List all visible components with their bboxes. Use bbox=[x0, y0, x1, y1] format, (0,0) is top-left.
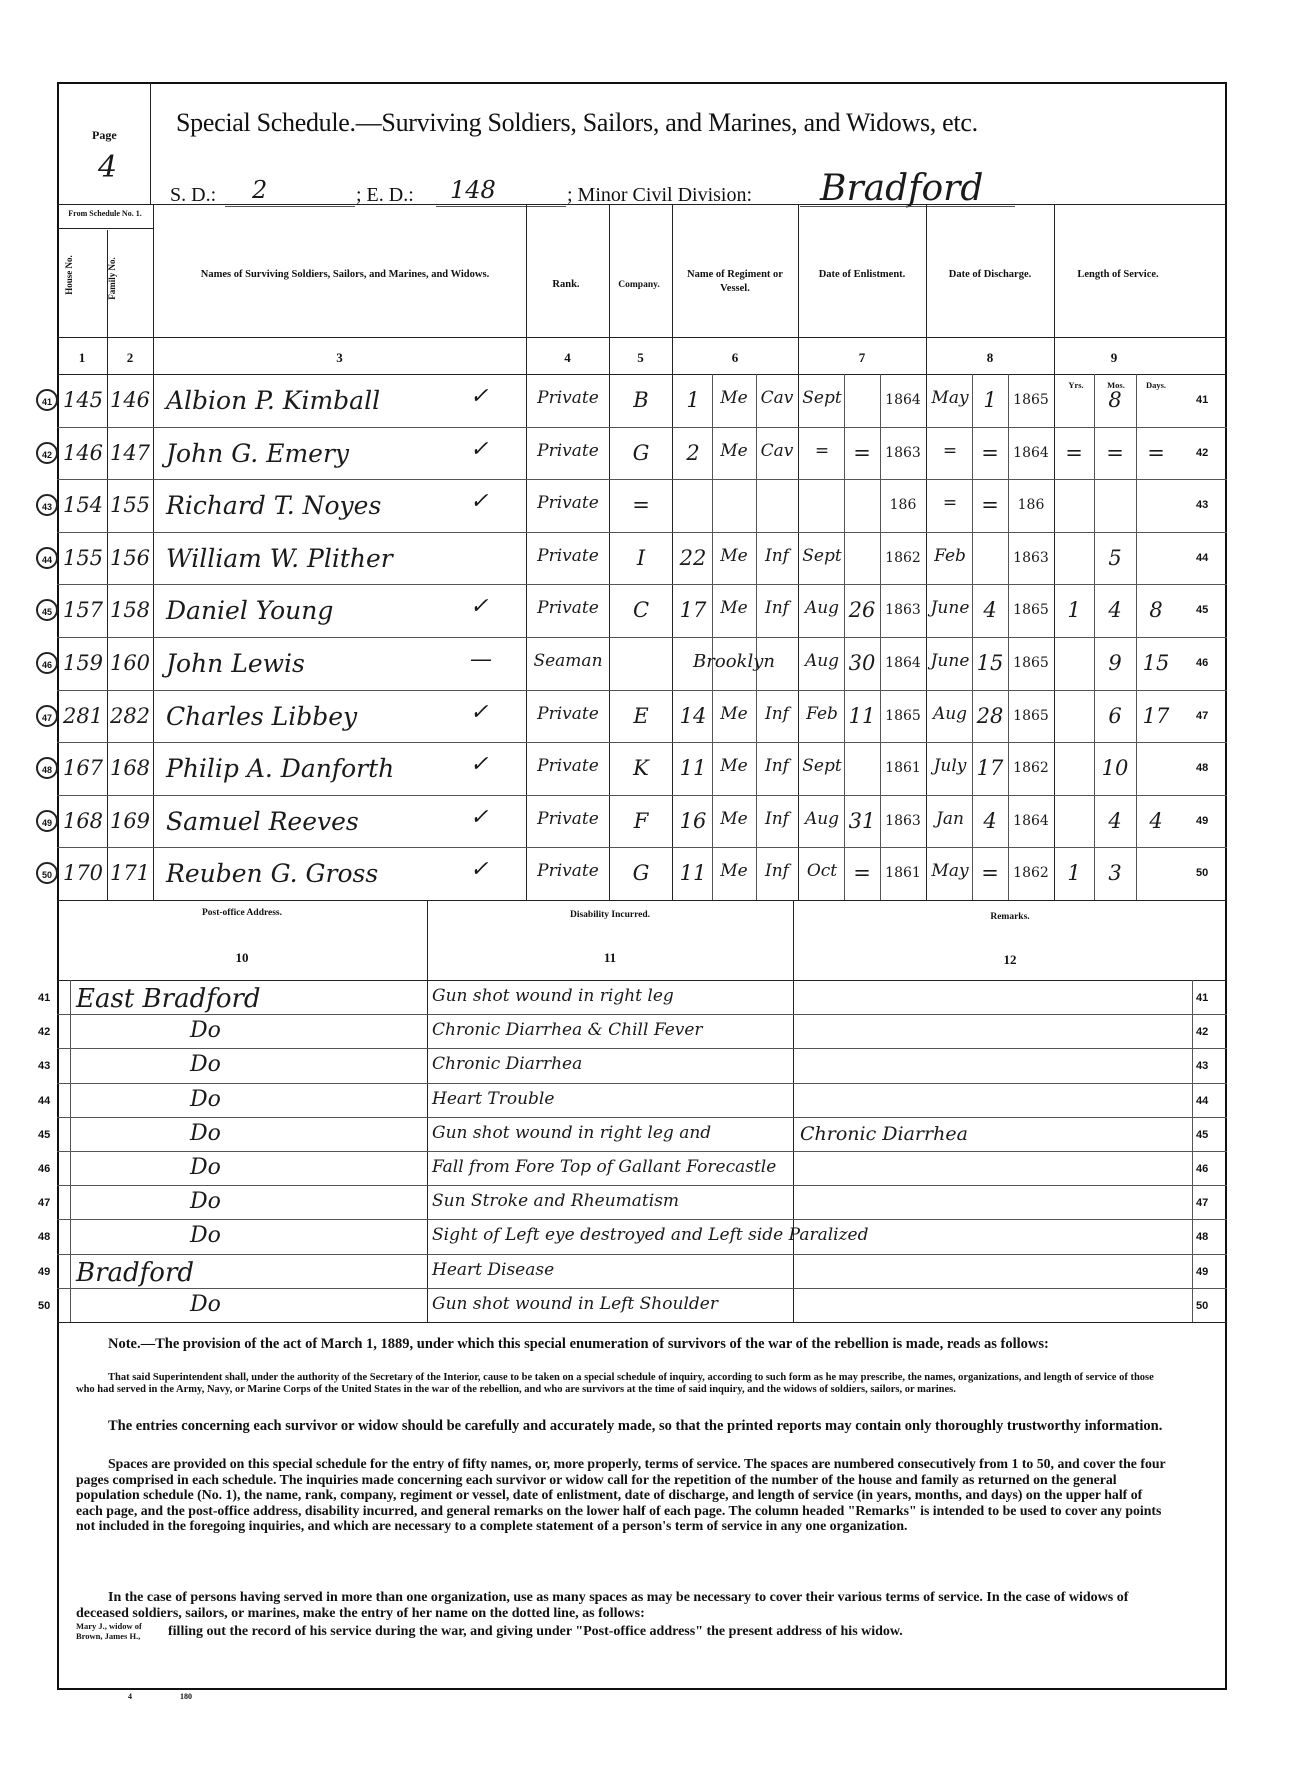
enlistment-day-cell: 31 bbox=[848, 808, 876, 833]
discharge-day-cell: 15 bbox=[976, 651, 1004, 675]
regiment-type-cell: Cav bbox=[760, 440, 794, 461]
post-office-cell: Bradford bbox=[76, 1257, 195, 1288]
soldier-name-cell: Reuben G. Gross bbox=[166, 859, 379, 889]
ed-label: ; E. D.: bbox=[356, 184, 414, 206]
line-number-circle: 48 bbox=[36, 757, 58, 779]
enlistment-header: Date of Enlistment. bbox=[818, 269, 906, 280]
post-office-cell: East Bradford bbox=[76, 984, 261, 1014]
row-rule bbox=[57, 847, 1227, 848]
service-months-cell: 5 bbox=[1108, 545, 1122, 570]
enlistment-month-cell: Sept bbox=[802, 545, 842, 566]
enlistment-month-cell: Aug bbox=[804, 598, 840, 619]
house-no-cell: 154 bbox=[62, 493, 104, 518]
discharge-month-cell: July bbox=[933, 756, 967, 777]
enlistment-month-cell: = bbox=[814, 440, 830, 461]
row-rule bbox=[57, 742, 1227, 743]
line-number-right: 47 bbox=[1196, 1197, 1209, 1210]
line-number-left: 45 bbox=[38, 1128, 51, 1141]
line-number-right: 44 bbox=[1196, 1094, 1209, 1107]
family-no-cell: 156 bbox=[109, 545, 151, 570]
line-number-right: 49 bbox=[1196, 1265, 1209, 1278]
col-num-6: 6 bbox=[731, 350, 739, 365]
column-number-rule bbox=[57, 337, 1227, 338]
regiment-type-cell: Inf bbox=[765, 756, 789, 777]
line-number-circle: 50 bbox=[36, 862, 58, 884]
discharge-month-cell: = bbox=[942, 440, 958, 461]
discharge-month-cell: Aug bbox=[932, 703, 968, 724]
line-number-left: 42 bbox=[38, 1026, 51, 1039]
line-number-right: 45 bbox=[1196, 1128, 1209, 1141]
company-cell: E bbox=[633, 703, 649, 728]
col-num-5: 5 bbox=[637, 350, 644, 365]
col-num-12: 12 bbox=[1003, 952, 1017, 967]
discharge-day-cell: = bbox=[981, 493, 999, 518]
soldier-name-cell: Daniel Young bbox=[166, 596, 334, 626]
enlistment-year-cell: 1862 bbox=[885, 549, 921, 566]
sd-underline bbox=[225, 206, 355, 207]
discharge-year-cell: 1862 bbox=[1013, 865, 1049, 882]
row-rule bbox=[57, 1117, 1227, 1118]
enlistment-year-cell: 1865 bbox=[885, 707, 921, 724]
discharge-day-cell: 1 bbox=[983, 388, 997, 412]
service-days-cell: 15 bbox=[1142, 651, 1170, 675]
check-mark: ✓ bbox=[470, 489, 489, 515]
disability-cell: Sight of Left eye destroyed and Left side Paralized bbox=[432, 1225, 869, 1246]
disability-cell: Heart Disease bbox=[432, 1259, 555, 1280]
remarks-header: Remarks. bbox=[990, 912, 1030, 922]
regiment-number-cell: 2 bbox=[686, 440, 700, 465]
line-number-right: 42 bbox=[1196, 446, 1209, 459]
vrule-remarks bbox=[793, 900, 794, 1322]
row-rule bbox=[57, 795, 1227, 796]
yrs-header: Yrs. bbox=[1068, 380, 1084, 390]
discharge-day-cell: 28 bbox=[976, 703, 1004, 728]
service-years-cell: 1 bbox=[1067, 598, 1081, 623]
enlistment-year-cell: 1863 bbox=[885, 444, 921, 461]
soldier-name-cell: Philip A. Danforth bbox=[166, 754, 395, 784]
house-no-cell: 170 bbox=[62, 861, 104, 886]
col-num-4: 4 bbox=[564, 350, 571, 365]
col-num-9: 9 bbox=[1110, 350, 1118, 365]
page-label: Page bbox=[92, 128, 117, 142]
enlistment-year-cell: 1861 bbox=[885, 865, 921, 882]
col-num-7: 7 bbox=[858, 350, 866, 365]
from-schedule-label: From Schedule No. 1. bbox=[68, 209, 142, 218]
disability-cell: Fall from Fore Top of Gallant Forecastle bbox=[432, 1157, 777, 1177]
enlistment-year-cell: 186 bbox=[889, 497, 917, 514]
house-no-cell: 155 bbox=[62, 545, 104, 570]
row-rule bbox=[57, 1185, 1227, 1186]
check-mark: ✓ bbox=[470, 436, 489, 462]
rank-cell: Private bbox=[537, 388, 599, 408]
discharge-month-cell: June bbox=[930, 598, 970, 619]
disability-cell: Chronic Diarrhea & Chill Fever bbox=[432, 1020, 703, 1041]
company-cell: I bbox=[636, 545, 646, 570]
enlistment-month-cell: Sept bbox=[802, 388, 842, 408]
row-rule bbox=[57, 1254, 1227, 1255]
footer-right-mark: 180 bbox=[180, 1692, 192, 1701]
regiment-number-cell: 11 bbox=[679, 861, 707, 886]
service-months-cell: 3 bbox=[1108, 861, 1122, 886]
family-no-cell: 169 bbox=[109, 808, 151, 833]
line-number-left: 50 bbox=[38, 1299, 51, 1312]
regiment-state-cell: Me bbox=[720, 545, 748, 566]
mcd-value: Bradford bbox=[820, 168, 984, 209]
ed-underline bbox=[436, 206, 566, 207]
row-rule bbox=[57, 637, 1227, 638]
line-number-right: 47 bbox=[1196, 709, 1209, 722]
mcd-label: ; Minor Civil Division: bbox=[567, 184, 753, 206]
enlistment-year-cell: 1864 bbox=[885, 392, 921, 408]
note-example-1: Mary J., widow of bbox=[76, 1621, 142, 1631]
line-number-right: 41 bbox=[1196, 992, 1209, 1004]
regiment-type-cell: Inf bbox=[765, 703, 789, 724]
days-header: Days. bbox=[1145, 380, 1167, 390]
line-number-circle: 41 bbox=[36, 389, 58, 411]
post-office-cell: Do bbox=[190, 1052, 221, 1078]
line-number-right: 46 bbox=[1196, 1163, 1209, 1175]
service-days-cell: 8 bbox=[1149, 598, 1163, 623]
regiment-number-cell: 14 bbox=[679, 703, 707, 728]
disability-cell: Gun shot wound in right leg bbox=[432, 986, 674, 1006]
rank-cell: Private bbox=[537, 808, 599, 829]
rank-cell: Private bbox=[537, 493, 599, 514]
rank-cell: Private bbox=[537, 545, 599, 566]
discharge-year-cell: 186 bbox=[1017, 497, 1045, 514]
line-number-left: 46 bbox=[38, 1163, 51, 1175]
post-office-cell: Do bbox=[190, 1291, 221, 1317]
company-cell: G bbox=[632, 440, 650, 465]
discharge-year-cell: 1865 bbox=[1013, 655, 1049, 671]
discharge-day-cell: 17 bbox=[976, 756, 1004, 781]
regiment-number-cell: Brooklyn bbox=[693, 651, 775, 672]
line-number-right: 42 bbox=[1196, 1026, 1209, 1039]
line-number-right: 50 bbox=[1196, 867, 1209, 880]
company-cell: C bbox=[632, 598, 650, 623]
regiment-state-cell: Me bbox=[720, 388, 748, 408]
service-months-cell: = bbox=[1106, 440, 1124, 465]
enlistment-year-cell: 1863 bbox=[885, 602, 921, 619]
house-no-cell: 159 bbox=[62, 651, 104, 675]
check-mark: ✓ bbox=[470, 752, 489, 778]
family-no-cell: 147 bbox=[109, 440, 151, 465]
disability-cell: Gun shot wound in Left Shoulder bbox=[432, 1293, 718, 1314]
discharge-day-cell: = bbox=[981, 440, 999, 465]
line-number-circle: 44 bbox=[36, 547, 58, 569]
col-num-11: 11 bbox=[603, 950, 617, 965]
disability-cell: Sun Stroke and Rheumatism bbox=[432, 1191, 680, 1212]
line-number-right: 44 bbox=[1196, 551, 1209, 564]
row-rule bbox=[57, 1288, 1227, 1289]
company-header: Company. bbox=[618, 280, 660, 290]
sd-value: 2 bbox=[252, 176, 268, 204]
service-days-cell: 17 bbox=[1142, 703, 1170, 728]
row-rule bbox=[57, 479, 1227, 480]
row-rule bbox=[57, 690, 1227, 691]
row-rule bbox=[57, 1083, 1227, 1084]
regiment-number-cell: 1 bbox=[686, 388, 700, 412]
enlistment-year-cell: 1864 bbox=[885, 655, 921, 671]
note-paragraph-3: The entries concerning each survivor or widow should be carefully and accurately made, so that the printed reports may contain only thoroughly trustworthy information. bbox=[108, 1418, 1163, 1434]
check-mark: ✓ bbox=[470, 594, 489, 620]
row-rule bbox=[57, 1219, 1227, 1220]
ed-value: 148 bbox=[450, 176, 496, 204]
enlistment-month-cell: Oct bbox=[806, 861, 838, 882]
line-number-right: 48 bbox=[1196, 762, 1209, 775]
company-cell: F bbox=[633, 808, 649, 833]
regiment-state-cell: Me bbox=[720, 440, 748, 461]
post-office-cell: Do bbox=[190, 1223, 221, 1249]
enlistment-day-cell: = bbox=[853, 440, 871, 465]
discharge-month-cell: May bbox=[931, 861, 969, 882]
line-number-left: 44 bbox=[38, 1094, 51, 1107]
page-box-divider bbox=[150, 82, 151, 204]
line-number-right: 43 bbox=[1196, 1060, 1209, 1073]
house-no-cell: 167 bbox=[62, 756, 104, 781]
line-number-circle: 43 bbox=[36, 494, 58, 516]
soldier-name-cell: John G. Emery bbox=[166, 438, 350, 468]
disability-cell: Gun shot wound in right leg and bbox=[432, 1122, 712, 1143]
regiment-type-cell: Inf bbox=[765, 598, 789, 619]
note-paragraph-2: That said Superintendent shall, under the authority of the Secretary of the Interior, cause to be taken on a special schedule of inquiry, according to such form as he may prescribe, the names, organizations, and length of service of those who had served in the Army, Navy, or Marine Corps of the United States in the war of the rebellion, and who are survivors at the time of said inquiry, and the widows of soldiers, sailors, or marines. bbox=[76, 1372, 1154, 1395]
line-number-left: 41 bbox=[38, 992, 51, 1004]
col-num-10: 10 bbox=[235, 950, 249, 965]
soldier-name-cell: William W. Plither bbox=[166, 543, 393, 573]
enlistment-month-cell: Aug bbox=[804, 651, 840, 671]
service-days-cell: 4 bbox=[1149, 808, 1163, 833]
post-office-header: Post-office Address. bbox=[201, 908, 283, 918]
first-row-rule bbox=[57, 374, 1227, 375]
rank-cell: Seaman bbox=[533, 651, 603, 671]
discharge-year-cell: 1865 bbox=[1013, 602, 1049, 619]
discharge-year-cell: 1862 bbox=[1013, 760, 1049, 777]
line-number-left: 49 bbox=[38, 1265, 51, 1278]
line-number-right: 50 bbox=[1196, 1299, 1209, 1312]
service-months-cell: 4 bbox=[1108, 808, 1122, 833]
discharge-day-cell: 4 bbox=[983, 808, 997, 833]
enlistment-month-cell: Sept bbox=[802, 756, 842, 777]
upper-section-bottom-rule bbox=[57, 900, 1227, 901]
discharge-day-cell: 4 bbox=[983, 598, 997, 623]
regiment-type-cell: Inf bbox=[765, 861, 789, 882]
rank-cell: Private bbox=[537, 598, 599, 619]
page-title: Special Schedule.—Surviving Soldiers, Sailors, and Marines, and Widows, etc. bbox=[176, 108, 978, 137]
row-rule bbox=[57, 427, 1227, 428]
line-number-circle: 47 bbox=[36, 705, 58, 727]
rank-cell: Private bbox=[537, 440, 599, 461]
service-months-cell: 10 bbox=[1101, 756, 1129, 781]
regiment-state-cell: Me bbox=[720, 598, 748, 619]
discharge-month-cell: May bbox=[931, 388, 969, 408]
enlistment-month-cell: Feb bbox=[806, 703, 838, 724]
post-office-cell: Do bbox=[190, 1155, 221, 1180]
regiment-number-cell: 16 bbox=[679, 808, 707, 833]
page-number: 4 bbox=[98, 150, 118, 185]
enlistment-day-cell: = bbox=[853, 861, 871, 886]
mcd-underline bbox=[800, 206, 1015, 207]
line-number-circle: 49 bbox=[36, 810, 58, 832]
post-office-cell: Do bbox=[190, 1086, 221, 1112]
col-num-3: 3 bbox=[336, 350, 343, 365]
house-no-cell: 146 bbox=[62, 440, 104, 465]
row-rule bbox=[57, 1014, 1227, 1015]
note-paragraph-5b: filling out the record of his service during the war, and giving under "Post-office address" the present address of his widow. bbox=[168, 1624, 903, 1639]
line-number-right: 49 bbox=[1196, 814, 1209, 827]
check-mark: ✓ bbox=[470, 699, 489, 725]
discharge-month-cell: June bbox=[930, 651, 970, 671]
regiment-type-cell: Inf bbox=[765, 808, 789, 829]
lower-section-bottom-rule bbox=[57, 1322, 1227, 1323]
family-no-cell: 146 bbox=[109, 388, 151, 412]
regiment-header: Name of Regiment or Vessel. bbox=[687, 269, 783, 294]
soldier-name-cell: Albion P. Kimball bbox=[166, 386, 381, 415]
mos-header: Mos. bbox=[1107, 380, 1125, 390]
regiment-type-cell: Inf bbox=[765, 545, 789, 566]
soldier-name-cell: Samuel Reeves bbox=[166, 806, 359, 836]
company-cell: K bbox=[633, 756, 649, 781]
soldier-name-cell: Richard T. Noyes bbox=[166, 491, 382, 521]
discharge-year-cell: 1865 bbox=[1013, 392, 1049, 408]
family-no-cell: 155 bbox=[109, 493, 151, 518]
discharge-header: Date of Discharge. bbox=[948, 269, 1032, 280]
schedule-ref-rule bbox=[57, 228, 153, 229]
row-rule bbox=[57, 1048, 1227, 1049]
discharge-month-cell: Feb bbox=[934, 545, 966, 566]
footer-left-mark: 4 bbox=[128, 1692, 132, 1701]
disability-header: Disability Incurred. bbox=[569, 910, 651, 920]
disability-cell: Chronic Diarrhea bbox=[432, 1054, 583, 1075]
rank-header: Rank. bbox=[552, 279, 580, 290]
service-years-cell: = bbox=[1065, 440, 1083, 465]
enlistment-month-cell: Aug bbox=[804, 808, 840, 829]
note-paragraph-4: Spaces are provided on this special schedule for the entry of fifty names, or, more properly, terms of service. The spaces are numbered consecutively from 1 to 50, and cover the four pages comprised in each schedule. The inquiries made concerning each survivor or widow call for the repetition of the number of the house and family as returned on the general population schedule (No. 1), the name, rank, company, regiment or vessel, date of enlistment, date of discharge, and length of service (in years, months, and days) on the upper half of each page, and the post-office address, disability incurred, and general remarks on the lower half of each page. The column headed "Remarks" is intended to be used to cover any points not included in the foregoing inquiries, and which are necessary to a complete statement of a person's term of service in any one organization. bbox=[76, 1456, 1166, 1533]
note-paragraph-1: Note.—The provision of the act of March 1, 1889, under which this special enumeration of survivors of the war of the rebellion is made, reads as follows: bbox=[108, 1336, 1049, 1352]
post-office-cell: Do bbox=[190, 1189, 221, 1215]
family-no-cell: 160 bbox=[109, 651, 151, 675]
family-no-header: Family No. bbox=[107, 257, 117, 300]
check-mark: ✓ bbox=[470, 857, 489, 883]
service-years-cell: 1 bbox=[1067, 861, 1081, 886]
service-days-cell: = bbox=[1147, 440, 1165, 465]
company-cell: = bbox=[632, 493, 650, 518]
family-no-cell: 171 bbox=[109, 861, 151, 886]
line-number-left: 47 bbox=[38, 1197, 51, 1210]
col-num-1: 1 bbox=[78, 350, 86, 365]
discharge-day-cell: = bbox=[981, 861, 999, 886]
house-no-cell: 281 bbox=[62, 703, 104, 728]
house-no-cell: 157 bbox=[62, 598, 104, 623]
note-example-2: Brown, James H., bbox=[76, 1631, 141, 1641]
family-no-cell: 168 bbox=[109, 756, 151, 781]
company-cell: G bbox=[632, 861, 650, 886]
service-months-cell: 9 bbox=[1108, 651, 1122, 675]
line-number-right: 41 bbox=[1196, 394, 1209, 406]
service-months-cell: 6 bbox=[1108, 703, 1122, 728]
length-header: Length of Service. bbox=[1077, 269, 1159, 280]
enlistment-year-cell: 1861 bbox=[885, 760, 921, 777]
regiment-state-cell: Me bbox=[720, 808, 748, 829]
company-cell: B bbox=[633, 388, 649, 412]
post-office-cell: Do bbox=[190, 1018, 221, 1044]
family-no-cell: 158 bbox=[109, 598, 151, 623]
line-number-circle: 45 bbox=[36, 599, 58, 621]
post-office-cell: Do bbox=[190, 1120, 221, 1146]
family-no-cell: 282 bbox=[109, 703, 151, 728]
check-mark: — bbox=[470, 647, 492, 672]
enlistment-day-cell: 11 bbox=[848, 703, 876, 728]
discharge-year-cell: 1863 bbox=[1013, 549, 1049, 566]
lower-header-rule bbox=[57, 980, 1227, 981]
regiment-type-cell: Cav bbox=[760, 388, 794, 408]
regiment-number-cell: 22 bbox=[679, 545, 707, 570]
rank-cell: Private bbox=[537, 703, 599, 724]
line-number-right: 43 bbox=[1196, 499, 1209, 512]
service-months-cell: 4 bbox=[1108, 598, 1122, 623]
line-number-circle: 46 bbox=[36, 652, 58, 674]
discharge-month-cell: = bbox=[942, 493, 958, 514]
line-number-circle: 42 bbox=[36, 442, 58, 464]
check-mark: ✓ bbox=[470, 804, 489, 830]
col-num-2: 2 bbox=[126, 350, 134, 365]
regiment-number-cell: 11 bbox=[679, 756, 707, 781]
row-rule bbox=[57, 1151, 1227, 1152]
regiment-number-cell: 17 bbox=[679, 598, 707, 623]
line-number-right: 45 bbox=[1196, 604, 1209, 617]
row-rule bbox=[57, 532, 1227, 533]
discharge-month-cell: Jan bbox=[936, 808, 964, 829]
house-no-cell: 145 bbox=[62, 388, 104, 412]
discharge-year-cell: 1864 bbox=[1013, 812, 1049, 829]
rank-cell: Private bbox=[537, 756, 599, 777]
line-number-right: 46 bbox=[1196, 657, 1209, 669]
row-rule bbox=[57, 584, 1227, 585]
house-no-header: House No. bbox=[64, 255, 74, 295]
sd-label: S. D.: bbox=[170, 184, 217, 206]
house-no-cell: 168 bbox=[62, 808, 104, 833]
check-mark: ✓ bbox=[470, 384, 489, 409]
disability-cell: Heart Trouble bbox=[432, 1088, 555, 1109]
service-months-cell: 8 bbox=[1108, 388, 1122, 412]
regiment-state-cell: Me bbox=[720, 703, 748, 724]
names-header: Names of Surviving Soldiers, Sailors, and Marines, and Widows. bbox=[200, 269, 490, 280]
soldier-name-cell: John Lewis bbox=[166, 649, 305, 678]
line-number-left: 48 bbox=[38, 1231, 51, 1244]
soldier-name-cell: Charles Libbey bbox=[166, 701, 358, 731]
line-number-right: 48 bbox=[1196, 1231, 1209, 1244]
discharge-year-cell: 1864 bbox=[1013, 444, 1049, 461]
remarks-cell: Chronic Diarrhea bbox=[800, 1122, 968, 1145]
note-paragraph-5: In the case of persons having served in more than one organization, use as many spaces as may be necessary to cover their various terms of service. In the case of widows of deceased soldiers, sailors, or marines, make the entry of her name on the dotted line, as follows: bbox=[76, 1590, 1129, 1621]
enlistment-day-cell: 26 bbox=[848, 598, 876, 623]
regiment-state-cell: Me bbox=[720, 756, 748, 777]
rank-cell: Private bbox=[537, 861, 599, 882]
enlistment-year-cell: 1863 bbox=[885, 812, 921, 829]
discharge-year-cell: 1865 bbox=[1013, 707, 1049, 724]
vrule-disability bbox=[427, 900, 428, 1322]
line-number-left: 43 bbox=[38, 1060, 51, 1073]
enlistment-day-cell: 30 bbox=[848, 651, 876, 675]
col-num-8: 8 bbox=[986, 350, 994, 365]
regiment-state-cell: Me bbox=[720, 861, 748, 882]
